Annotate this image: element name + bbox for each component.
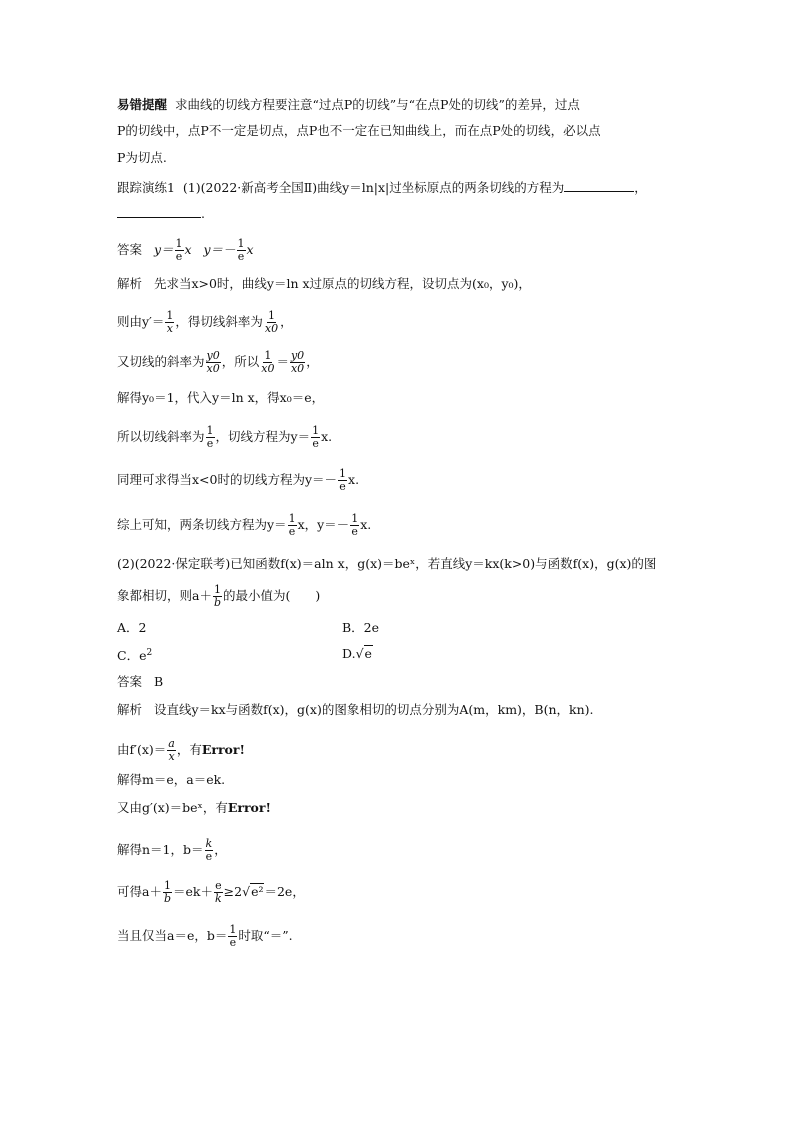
part2-text-2: 的最小值为( ): [223, 588, 321, 603]
frac-den: k: [214, 892, 222, 905]
fraction-1-over-e: [288, 513, 297, 538]
analysis2-text: 设直线y＝kx与函数f(x)，g(x)的图象相切的切点分别为A(m，km)，B(n，kn).: [153, 702, 594, 717]
analysis2-text: 由f′(x)＝: [117, 742, 167, 757]
error-text: Error!: [201, 742, 245, 757]
analysis2-text: 解得m＝e，a＝ek.: [117, 772, 226, 787]
frac-den: e: [351, 525, 358, 538]
frac-num: 1: [339, 467, 347, 480]
fraction-y0-over-x0: [206, 350, 221, 375]
var-x: x: [246, 242, 254, 257]
analysis2-text: ＝2e，: [264, 884, 305, 899]
sqrt-icon: √: [355, 646, 364, 661]
tip-text-2: P的切线中，点P不一定是切点，点P也不一定在已知曲线上，而在点P处的切线，必以点: [117, 123, 601, 138]
frac-num: 1: [229, 923, 237, 936]
fraction-1-over-e: [311, 425, 320, 450]
analysis-text: x.: [321, 429, 333, 444]
fraction-1-over-e: [228, 924, 237, 949]
analysis1-line-2: [117, 310, 293, 335]
answer-blank-2: [117, 204, 201, 218]
frac-den: e: [205, 850, 213, 863]
option-d[interactable]: [342, 646, 373, 661]
analysis1-line-3: [117, 350, 319, 375]
answer1-line: [117, 238, 254, 263]
frac-num: 1: [351, 512, 359, 525]
frac-num: 1: [237, 237, 245, 250]
analysis-text: 同理可求得当x<0时的切线方程为y＝－: [117, 472, 338, 487]
frac-den: x0: [264, 322, 279, 335]
error-text: Error!: [227, 800, 271, 815]
part2-text-1: (2)(2022·保定联考)已知函数f(x)＝aln x，g(x)＝beˣ，若直线y＝kx(k>0)与函数f(x)，g(x)的图: [117, 556, 657, 571]
frac-num: 1: [163, 879, 171, 892]
tip-label: 易错提醒: [117, 97, 168, 112]
answer2-value: B: [153, 674, 164, 689]
analysis2-line-4: [117, 800, 271, 816]
analysis2-line-3: [117, 772, 225, 788]
frac-num: 1: [206, 424, 214, 437]
answer1-eq2-pre: y＝－: [203, 242, 236, 257]
option-c-label: C．e: [117, 648, 147, 663]
frac-den: e: [237, 250, 245, 263]
fraction-1-over-e: [175, 238, 184, 263]
comma: ，: [634, 180, 647, 195]
exercise1-label: 跟踪演练1: [117, 180, 175, 195]
exercise1-blank-line: [117, 204, 205, 222]
frac-num: 1: [268, 309, 276, 322]
option-a[interactable]: [117, 618, 146, 636]
frac-num: 1: [166, 309, 174, 322]
part2-question-line-2: [117, 584, 320, 609]
frac-num: y0: [206, 349, 220, 362]
answer-blank-1: [564, 178, 634, 192]
analysis2-text: 解得n＝1，b＝: [117, 842, 204, 857]
answer1-label: 答案: [117, 242, 143, 257]
frac-num: k: [205, 837, 213, 850]
option-c[interactable]: [117, 646, 152, 664]
tip-text-1: 求曲线的切线方程要注意“过点P的切线”与“在点P处的切线”的差异，过点: [174, 97, 580, 112]
frac-den: x0: [290, 362, 305, 375]
analysis-text: ，所以: [221, 354, 260, 369]
analysis2-text: 时取“＝”.: [238, 928, 293, 943]
var-x: x: [184, 242, 192, 257]
fraction-1-over-b: [163, 880, 172, 905]
analysis-text: 则由y′＝: [117, 314, 165, 329]
analysis2-label: 解析: [117, 702, 143, 717]
tip-line-2: [117, 123, 601, 139]
frac-num: y0: [290, 349, 305, 362]
analysis-text: x.: [348, 472, 360, 487]
frac-den: e: [339, 480, 346, 493]
fraction-1-over-b: [213, 584, 222, 609]
frac-num: 1: [312, 424, 320, 437]
option-c-sup: 2: [146, 648, 153, 658]
analysis1-text-1: 先求当x>0时，曲线y＝ln x过原点的切线方程，设切点为(x₀，y₀)，: [153, 276, 531, 291]
radicand: e²: [251, 884, 264, 899]
frac-den: b: [213, 596, 221, 609]
answer1-eq1-pre: y＝: [153, 242, 174, 257]
frac-num: 1: [264, 349, 272, 362]
option-d-label: D.: [342, 646, 356, 661]
option-b-label: B．2e: [342, 620, 380, 635]
option-d-radicand: e: [364, 646, 372, 661]
analysis-text: ，切线方程为y＝: [215, 429, 311, 444]
frac-den: e: [229, 936, 237, 949]
analysis2-text: ，: [214, 842, 227, 857]
analysis2-line-6: [117, 880, 305, 905]
frac-den: x: [166, 322, 174, 335]
analysis1-label: 解析: [117, 276, 143, 291]
frac-den: x0: [261, 362, 275, 375]
tip-line-1: [117, 97, 580, 113]
analysis2-text: ≥2: [223, 884, 243, 899]
analysis-text: 解得y₀＝1，代入y＝ln x，得x₀＝e，: [117, 390, 325, 405]
analysis-text: 又切线的斜率为: [117, 354, 205, 369]
exercise1-part1-text: (1)(2022·新高考全国Ⅱ)曲线y＝ln|x|过坐标原点的两条切线的方程为: [182, 180, 565, 195]
frac-num: 1: [175, 237, 183, 250]
analysis-text: x.: [360, 517, 372, 532]
part2-text-2: 象都相切，则a＋: [117, 588, 212, 603]
exercise1-question: [117, 178, 647, 196]
frac-den: e: [312, 437, 319, 450]
fraction-1-over-x: [165, 310, 174, 335]
fraction-1-over-e: [206, 425, 215, 450]
frac-num: 1: [288, 512, 296, 525]
fraction-1-over-e: [338, 468, 347, 493]
analysis2-line-7: [117, 924, 293, 949]
tip-line-3: [117, 150, 167, 166]
fraction-1-over-e: [237, 238, 246, 263]
analysis-text: ，: [280, 314, 293, 329]
part2-question-line-1: [117, 556, 656, 572]
analysis1-line-5: [117, 425, 332, 450]
analysis2-text: ＝ek＋: [173, 884, 213, 899]
analysis1-line-4: [117, 390, 324, 406]
analysis2-text: 当且仅当a＝e，b＝: [117, 928, 228, 943]
fraction-1-over-x0: [260, 350, 275, 375]
fraction-y0-over-x0: [290, 350, 305, 375]
analysis2-line-2: [117, 738, 245, 763]
analysis-text: x，y＝－: [297, 517, 350, 532]
analysis-text: ＝: [276, 354, 289, 369]
analysis2-text: 可得a＋: [117, 884, 162, 899]
analysis-text: 综上可知，两条切线方程为y＝: [117, 517, 287, 532]
answer2-line: [117, 674, 163, 690]
option-b[interactable]: [342, 618, 379, 636]
fraction-1-over-e: [350, 513, 359, 538]
analysis-text: 所以切线斜率为: [117, 429, 205, 444]
frac-den: e: [288, 525, 296, 538]
period: .: [201, 206, 205, 221]
fraction-a-over-x: [167, 738, 176, 763]
fraction-e-over-k: [214, 880, 223, 905]
frac-den: e: [206, 437, 214, 450]
analysis1-line-7: [117, 513, 371, 538]
analysis2-line-1: [117, 702, 594, 718]
analysis2-line-5: [117, 838, 227, 863]
analysis1-line-1: [117, 276, 531, 292]
answer2-label: 答案: [117, 674, 143, 689]
fraction-k-over-e: [205, 838, 214, 863]
frac-num: e: [215, 879, 222, 892]
sqrt-icon: √: [242, 884, 251, 899]
frac-den: e: [175, 250, 183, 263]
analysis2-text: ，有: [176, 742, 202, 757]
analysis-text: ，得切线斜率为: [175, 314, 263, 329]
frac-num: a: [168, 737, 175, 750]
frac-den: x0: [206, 362, 220, 375]
analysis1-line-6: [117, 468, 359, 493]
fraction-1-over-x0: [264, 310, 279, 335]
analysis2-text: 又由g′(x)＝beˣ，有: [117, 800, 228, 815]
frac-num: 1: [213, 583, 221, 596]
frac-den: b: [163, 892, 171, 905]
option-a-label: A．2: [117, 620, 147, 635]
analysis-text: ，: [306, 354, 319, 369]
tip-text-3: P为切点.: [117, 150, 167, 165]
frac-den: x: [168, 750, 175, 763]
